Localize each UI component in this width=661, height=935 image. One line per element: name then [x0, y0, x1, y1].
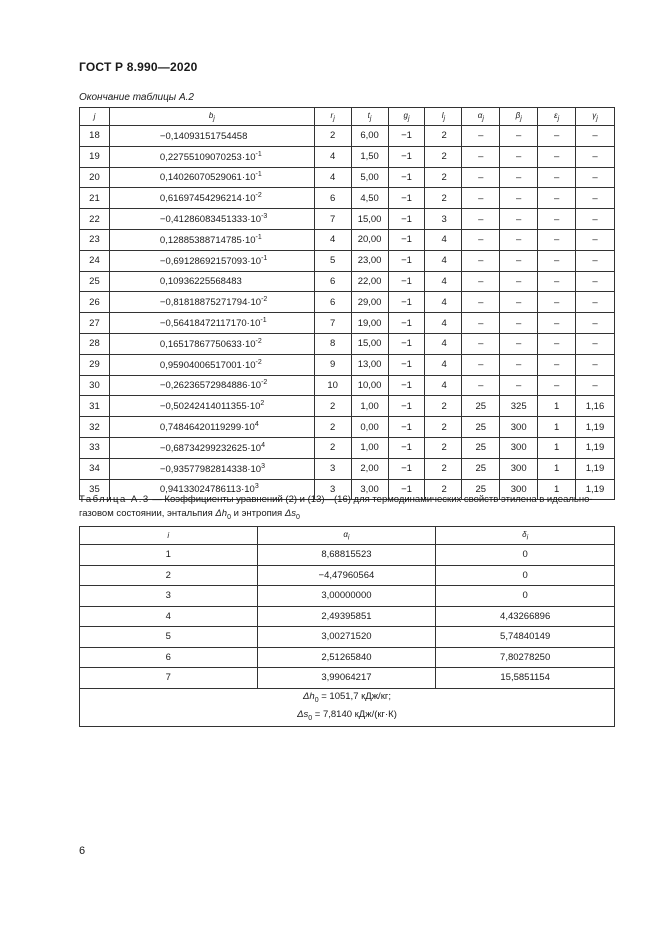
cell-beta: – — [500, 375, 538, 396]
cell-i: 4 — [80, 606, 258, 627]
table-a3-label: Таблица А.3 — [79, 494, 150, 505]
cell-gamma: 1,19 — [576, 479, 615, 500]
col-header-gamma: $\gamma_j$ — [576, 108, 615, 126]
cell-l: 4 — [425, 250, 462, 271]
cell-delta: 0 — [436, 545, 615, 566]
cell-l: 2 — [425, 126, 462, 147]
cell-gamma: 1,19 — [576, 417, 615, 438]
cell-r: 4 — [314, 229, 351, 250]
cell-b: −0,14093151754458 — [109, 126, 314, 147]
cell-alpha: – — [462, 188, 500, 209]
cell-b: $-0,81818875271794\cdot 10^{-2}$ — [109, 292, 314, 313]
cell-eps: – — [538, 313, 576, 334]
cell-j: 29 — [80, 354, 110, 375]
table-row — [80, 647, 615, 668]
table-a3-note — [80, 688, 615, 727]
cell-j: 23 — [80, 229, 110, 250]
cell-b: $0,12885388714785\cdot 10^{-1}$ — [109, 229, 314, 250]
cell-alpha: – — [462, 209, 500, 230]
col-header-epsilon: $\varepsilon_j$ — [538, 108, 576, 126]
cell-gamma: – — [576, 126, 615, 147]
cell-beta: – — [500, 229, 538, 250]
table-row — [80, 126, 615, 147]
cell-r: 6 — [314, 271, 351, 292]
cell-g: −1 — [388, 333, 425, 354]
cell-t: 23,00 — [351, 250, 388, 271]
cell-eps: – — [538, 375, 576, 396]
table-row — [80, 146, 615, 167]
cell-alpha: – — [462, 354, 500, 375]
cell-eps: 1 — [538, 396, 576, 417]
cell-eps: – — [538, 354, 576, 375]
table-a2 — [79, 107, 615, 500]
cell-g: −1 — [388, 396, 425, 417]
cell-beta: – — [500, 250, 538, 271]
cell-beta: – — [500, 313, 538, 334]
cell-eps: – — [538, 292, 576, 313]
cell-alpha: 2,51265840 — [257, 647, 436, 668]
cell-t: 22,00 — [351, 271, 388, 292]
cell-gamma: – — [576, 313, 615, 334]
cell-eps: – — [538, 188, 576, 209]
document-header: ГОСТ Р 8.990—2020 — [79, 60, 198, 74]
table-row — [80, 292, 615, 313]
cell-gamma: – — [576, 250, 615, 271]
cell-r: 2 — [314, 396, 351, 417]
cell-t: 1,00 — [351, 396, 388, 417]
table-row — [80, 565, 615, 586]
cell-alpha: 3,00000000 — [257, 586, 436, 607]
cell-alpha: 25 — [462, 458, 500, 479]
cell-t: 4,50 — [351, 188, 388, 209]
cell-l: 2 — [425, 437, 462, 458]
cell-t: 6,00 — [351, 126, 388, 147]
cell-j: 33 — [80, 437, 110, 458]
table-row — [80, 396, 615, 417]
cell-g: −1 — [388, 229, 425, 250]
cell-eps: – — [538, 250, 576, 271]
cell-beta: 300 — [500, 479, 538, 500]
table-row — [80, 313, 615, 334]
table-row — [80, 229, 615, 250]
cell-r: 8 — [314, 333, 351, 354]
cell-j: 18 — [80, 126, 110, 147]
cell-alpha: – — [462, 333, 500, 354]
table-row — [80, 250, 615, 271]
cell-r: 3 — [314, 458, 351, 479]
cell-r: 6 — [314, 292, 351, 313]
cell-t: 20,00 — [351, 229, 388, 250]
cell-t: 2,00 — [351, 458, 388, 479]
cell-eps: – — [538, 333, 576, 354]
cell-alpha: – — [462, 271, 500, 292]
cell-j: 26 — [80, 292, 110, 313]
table-row — [80, 375, 615, 396]
cell-gamma: – — [576, 354, 615, 375]
cell-delta: 15,5851154 — [436, 668, 615, 689]
cell-t: 29,00 — [351, 292, 388, 313]
cell-g: −1 — [388, 167, 425, 188]
cell-j: 22 — [80, 209, 110, 230]
cell-l: 3 — [425, 209, 462, 230]
cell-alpha: – — [462, 313, 500, 334]
col-header-t: $t_j$ — [351, 108, 388, 126]
cell-j: 28 — [80, 333, 110, 354]
note-enthalpy: $\Delta h_0 = 1051,7$ кДж/кг; — [303, 690, 391, 704]
cell-beta: – — [500, 209, 538, 230]
cell-g: −1 — [388, 126, 425, 147]
cell-alpha: – — [462, 126, 500, 147]
cell-beta: – — [500, 167, 538, 188]
cell-g: −1 — [388, 146, 425, 167]
cell-r: 2 — [314, 126, 351, 147]
cell-j: 27 — [80, 313, 110, 334]
cell-r: 3 — [314, 479, 351, 500]
cell-r: 10 — [314, 375, 351, 396]
cell-j: 25 — [80, 271, 110, 292]
cell-eps: – — [538, 146, 576, 167]
cell-b: $-0,41286083451333\cdot 10^{-3}$ — [109, 209, 314, 230]
cell-g: −1 — [388, 479, 425, 500]
cell-r: 7 — [314, 209, 351, 230]
cell-j: 19 — [80, 146, 110, 167]
cell-g: −1 — [388, 354, 425, 375]
cell-b: $-0,68734299232625\cdot 10^4$ — [109, 437, 314, 458]
cell-delta: 0 — [436, 565, 615, 586]
cell-alpha: – — [462, 250, 500, 271]
cell-t: 19,00 — [351, 313, 388, 334]
table-a3-caption: Таблица А.3 — Коэффициенты уравнений (2) и (13)—(16) для термодинамических свойств этилена в идеально-газовом состоянии, энтальпия $\Delta h_0$ и энтропия $\Delta s_0$ — [79, 494, 593, 521]
cell-beta: 325 — [500, 396, 538, 417]
cell-gamma: – — [576, 188, 615, 209]
cell-beta: – — [500, 146, 538, 167]
cell-alpha: 8,68815523 — [257, 545, 436, 566]
cell-j: 24 — [80, 250, 110, 271]
cell-l: 4 — [425, 292, 462, 313]
cell-l: 4 — [425, 375, 462, 396]
cell-gamma: – — [576, 375, 615, 396]
cell-eps: 1 — [538, 437, 576, 458]
table-row — [80, 458, 615, 479]
cell-j: 34 — [80, 458, 110, 479]
cell-g: −1 — [388, 417, 425, 438]
cell-eps: 1 — [538, 417, 576, 438]
cell-g: −1 — [388, 271, 425, 292]
cell-eps: – — [538, 167, 576, 188]
cell-l: 4 — [425, 354, 462, 375]
cell-l: 2 — [425, 188, 462, 209]
cell-gamma: – — [576, 209, 615, 230]
cell-eps: – — [538, 126, 576, 147]
table-a2-caption: Окончание таблицы А.2 — [79, 92, 194, 103]
cell-g: −1 — [388, 458, 425, 479]
cell-beta: 300 — [500, 437, 538, 458]
table-row — [80, 668, 615, 689]
cell-gamma: – — [576, 333, 615, 354]
table-row — [80, 271, 615, 292]
cell-alpha: −4,47960564 — [257, 565, 436, 586]
cell-alpha: 25 — [462, 437, 500, 458]
cell-r: 9 — [314, 354, 351, 375]
cell-j: 30 — [80, 375, 110, 396]
table-a3-note-row — [80, 688, 615, 727]
table-a2-header-row — [80, 108, 615, 126]
cell-g: −1 — [388, 188, 425, 209]
cell-i: 5 — [80, 627, 258, 648]
cell-l: 4 — [425, 333, 462, 354]
col-header-beta: $\beta_j$ — [500, 108, 538, 126]
cell-gamma: – — [576, 271, 615, 292]
cell-gamma: – — [576, 167, 615, 188]
table-row — [80, 586, 615, 607]
cell-alpha: – — [462, 229, 500, 250]
cell-delta: 5,74840149 — [436, 627, 615, 648]
table-row — [80, 627, 615, 648]
col-header-i: i — [80, 527, 258, 545]
cell-eps: 1 — [538, 458, 576, 479]
table-row — [80, 209, 615, 230]
cell-t: 3,00 — [351, 479, 388, 500]
note-entropy: $\Delta s_0 = 7,8140$ кДж/(кг·К) — [297, 709, 397, 723]
cell-r: 2 — [314, 437, 351, 458]
cell-t: 1,50 — [351, 146, 388, 167]
col-header-r: $r_j$ — [314, 108, 351, 126]
col-header-g: $g_j$ — [388, 108, 425, 126]
cell-t: 15,00 — [351, 333, 388, 354]
table-row — [80, 606, 615, 627]
table-a3-header-row — [80, 527, 615, 545]
table-row — [80, 417, 615, 438]
cell-t: 0,00 — [351, 417, 388, 438]
cell-i: 3 — [80, 586, 258, 607]
cell-beta: 300 — [500, 417, 538, 438]
table-row — [80, 188, 615, 209]
cell-b: $0,16517867750633\cdot 10^{-2}$ — [109, 333, 314, 354]
cell-b: $0,22755109070253\cdot 10^{-1}$ — [109, 146, 314, 167]
col-header-l: $l_j$ — [425, 108, 462, 126]
table-row — [80, 167, 615, 188]
cell-j: 32 — [80, 417, 110, 438]
cell-l: 2 — [425, 396, 462, 417]
cell-b: $0,14026070529061\cdot 10^{-1}$ — [109, 167, 314, 188]
cell-gamma: 1,19 — [576, 437, 615, 458]
cell-b: $-0,50242414011355\cdot 10^2$ — [109, 396, 314, 417]
cell-t: 5,00 — [351, 167, 388, 188]
cell-beta: – — [500, 188, 538, 209]
cell-r: 4 — [314, 146, 351, 167]
cell-j: 21 — [80, 188, 110, 209]
cell-beta: – — [500, 271, 538, 292]
page-number: 6 — [79, 845, 86, 857]
cell-b: $-0,56418472117170\cdot 10^{-1}$ — [109, 313, 314, 334]
col-header-delta-i: $\delta_i$ — [436, 527, 615, 545]
cell-alpha: – — [462, 146, 500, 167]
cell-gamma: – — [576, 292, 615, 313]
cell-r: 2 — [314, 417, 351, 438]
cell-delta: 7,80278250 — [436, 647, 615, 668]
cell-gamma: – — [576, 146, 615, 167]
cell-b: $-0,93577982814338\cdot 10^3$ — [109, 458, 314, 479]
cell-eps: – — [538, 229, 576, 250]
cell-t: 1,00 — [351, 437, 388, 458]
cell-l: 2 — [425, 417, 462, 438]
cell-b: $0,94133024786113\cdot 10^3$ — [109, 479, 314, 500]
cell-beta: 300 — [500, 458, 538, 479]
table-row — [80, 545, 615, 566]
cell-g: −1 — [388, 250, 425, 271]
table-row — [80, 354, 615, 375]
cell-alpha: 25 — [462, 396, 500, 417]
cell-l: 2 — [425, 458, 462, 479]
cell-alpha: 3,99064217 — [257, 668, 436, 689]
cell-g: −1 — [388, 209, 425, 230]
cell-j: 20 — [80, 167, 110, 188]
table-row — [80, 437, 615, 458]
cell-l: 2 — [425, 167, 462, 188]
cell-b: 0,10936225568483 — [109, 271, 314, 292]
cell-b: $0,95904006517001\cdot 10^{-2}$ — [109, 354, 314, 375]
col-header-b: $b_j$ — [109, 108, 314, 126]
cell-eps: – — [538, 209, 576, 230]
cell-i: 1 — [80, 545, 258, 566]
cell-delta: 0 — [436, 586, 615, 607]
cell-alpha: – — [462, 292, 500, 313]
cell-g: −1 — [388, 375, 425, 396]
cell-eps: 1 — [538, 479, 576, 500]
cell-l: 2 — [425, 146, 462, 167]
cell-gamma: 1,19 — [576, 458, 615, 479]
cell-l: 2 — [425, 479, 462, 500]
cell-t: 13,00 — [351, 354, 388, 375]
cell-alpha: 2,49395851 — [257, 606, 436, 627]
cell-g: −1 — [388, 437, 425, 458]
cell-alpha: 25 — [462, 417, 500, 438]
cell-alpha: – — [462, 375, 500, 396]
cell-l: 4 — [425, 271, 462, 292]
cell-j: 31 — [80, 396, 110, 417]
cell-r: 5 — [314, 250, 351, 271]
table-a3 — [79, 526, 615, 727]
cell-t: 15,00 — [351, 209, 388, 230]
cell-gamma: – — [576, 229, 615, 250]
cell-b: $-0,69128692157093\cdot 10^{-1}$ — [109, 250, 314, 271]
cell-alpha: 25 — [462, 479, 500, 500]
cell-r: 7 — [314, 313, 351, 334]
col-header-alpha-i: $\alpha_i$ — [257, 527, 436, 545]
table-row — [80, 333, 615, 354]
cell-b: $0,61697454296214\cdot 10^{-2}$ — [109, 188, 314, 209]
cell-i: 6 — [80, 647, 258, 668]
cell-gamma: 1,16 — [576, 396, 615, 417]
cell-beta: – — [500, 354, 538, 375]
cell-b: $-0,26236572984886\cdot 10^{-2}$ — [109, 375, 314, 396]
cell-alpha: 3,00271520 — [257, 627, 436, 648]
cell-b: $0,74846420119299\cdot 10^4$ — [109, 417, 314, 438]
cell-beta: – — [500, 333, 538, 354]
cell-i: 7 — [80, 668, 258, 689]
cell-eps: – — [538, 271, 576, 292]
cell-r: 4 — [314, 167, 351, 188]
cell-r: 6 — [314, 188, 351, 209]
cell-delta: 4,43266896 — [436, 606, 615, 627]
cell-t: 10,00 — [351, 375, 388, 396]
cell-j: 35 — [80, 479, 110, 500]
cell-beta: – — [500, 126, 538, 147]
cell-i: 2 — [80, 565, 258, 586]
cell-alpha: – — [462, 167, 500, 188]
cell-g: −1 — [388, 313, 425, 334]
cell-l: 4 — [425, 229, 462, 250]
cell-g: −1 — [388, 292, 425, 313]
cell-beta: – — [500, 292, 538, 313]
cell-l: 4 — [425, 313, 462, 334]
col-header-j: j — [80, 108, 110, 126]
col-header-alpha: $\alpha_j$ — [462, 108, 500, 126]
